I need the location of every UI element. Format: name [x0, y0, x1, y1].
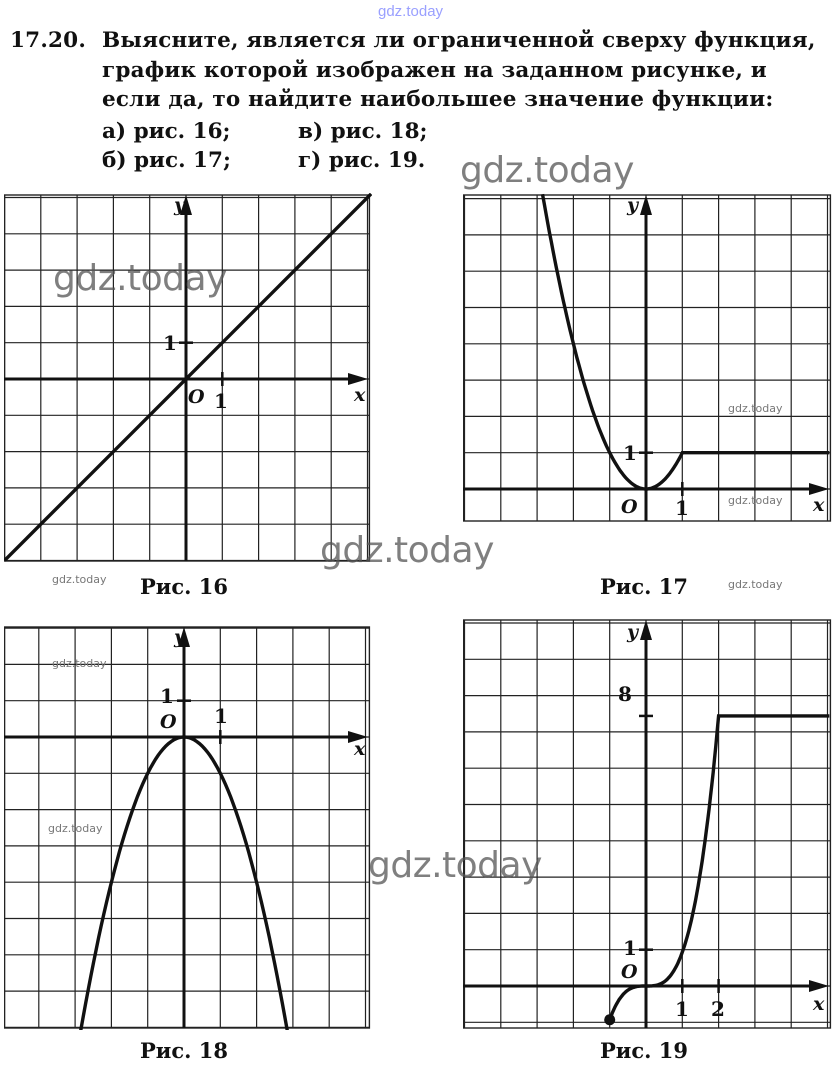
y-tick-label: 1 — [160, 684, 174, 708]
origin-label: O — [621, 961, 638, 983]
watermark-large-4: gdz.today — [368, 845, 542, 886]
x-tick-label: 1 — [675, 496, 689, 520]
watermark-small-4: gdz.today — [728, 578, 783, 591]
x-axis-arrow — [809, 980, 829, 992]
function-curve — [543, 194, 830, 489]
watermark-small-3: gdz.today — [52, 573, 107, 586]
y-tick-label-1: 1 — [623, 936, 637, 960]
y-axis-label: y — [627, 621, 639, 643]
watermark-large-2: gdz.today — [53, 258, 227, 299]
problem-text: Выясните, является ли ограниченной сверху функция, график которой изображен на заданном рисунке, и если да, то найдите наибольшее значение функции: — [102, 28, 816, 112]
origin-label: O — [188, 386, 205, 408]
y-axis-label: y — [627, 194, 639, 216]
caption-fig-16: Рис. 16 — [140, 574, 228, 599]
caption-fig-18: Рис. 18 — [140, 1038, 228, 1063]
function-curve — [610, 716, 830, 1020]
option-g: г) рис. 19. — [298, 148, 426, 173]
option-a: а) рис. 16; — [102, 119, 231, 144]
watermark-small-5: gdz.today — [52, 657, 107, 670]
watermark-small-6: gdz.today — [48, 822, 103, 835]
x-axis-label: x — [354, 384, 366, 406]
x-tick-label-1: 1 — [675, 997, 689, 1021]
x-tick-label-2: 2 — [711, 997, 725, 1021]
option-v: в) рис. 18; — [298, 119, 428, 144]
function-curve — [5, 194, 372, 561]
watermark-small-2: gdz.today — [728, 494, 783, 507]
caption-fig-19: Рис. 19 — [600, 1038, 688, 1063]
x-axis-label: x — [813, 993, 825, 1015]
watermark-small-1: gdz.today — [728, 402, 783, 415]
y-tick-label: 1 — [623, 441, 637, 465]
caption-fig-17: Рис. 17 — [600, 574, 688, 599]
x-axis-label: x — [813, 494, 825, 516]
figure-19-graph — [463, 618, 833, 1030]
curve-endpoint — [604, 1014, 615, 1025]
origin-label: O — [621, 496, 638, 518]
watermark-large-3: gdz.today — [320, 530, 494, 571]
x-tick-label: 1 — [214, 704, 228, 728]
y-axis-label: y — [174, 194, 186, 216]
origin-label: O — [160, 711, 177, 733]
axes — [463, 620, 829, 1028]
x-axis-label: x — [354, 738, 366, 760]
y-tick-label-8: 8 — [618, 682, 632, 706]
figure-16-graph — [4, 193, 372, 563]
x-tick-label: 1 — [214, 389, 228, 413]
y-axis-label: y — [174, 626, 186, 648]
y-tick-label: 1 — [163, 331, 177, 355]
problem-number: 17.20. — [10, 28, 87, 53]
watermark-top: gdz.today — [378, 3, 444, 20]
option-b: б) рис. 17; — [102, 148, 231, 173]
axes — [463, 195, 829, 521]
figure-17-graph — [463, 193, 833, 523]
watermark-large-1: gdz.today — [460, 150, 634, 191]
